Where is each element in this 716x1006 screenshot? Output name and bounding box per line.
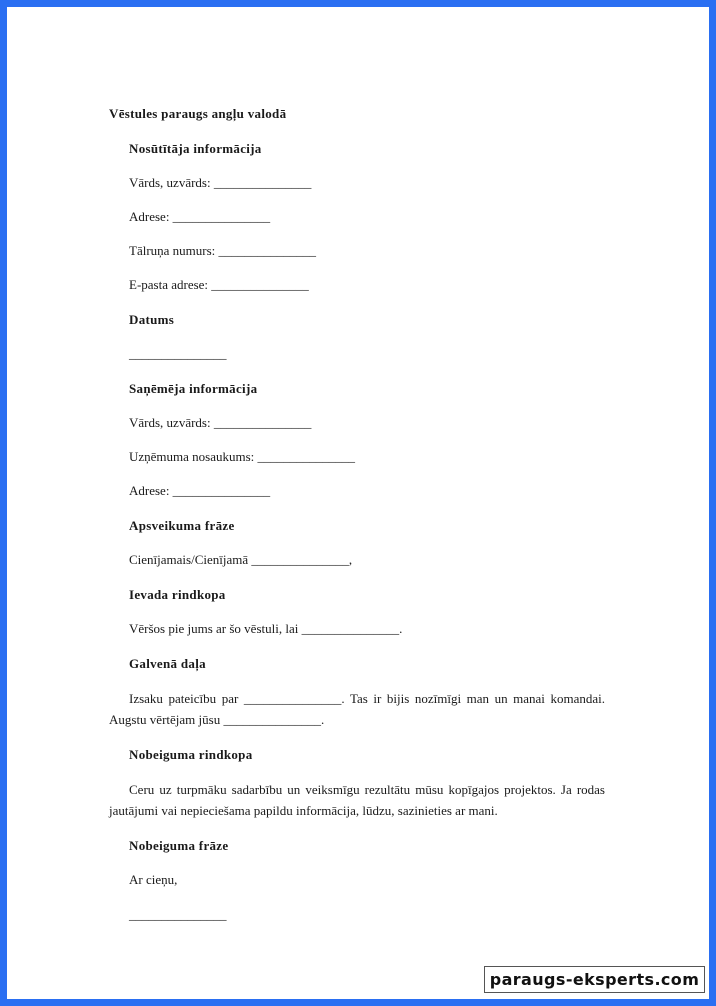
greeting-heading: Apsveikuma frāze (129, 518, 235, 533)
sender-heading: Nosūtītāja informācija (129, 141, 262, 156)
document-title: Vēstules paraugs angļu valodā (109, 106, 287, 121)
sender-phone-field: Tālruņa numurs: _______________ (129, 243, 317, 258)
sender-address-field: Adrese: _______________ (129, 209, 271, 224)
sender-name-field: Vārds, uzvārds: _______________ (129, 175, 312, 190)
recipient-address-field: Adrese: _______________ (129, 483, 271, 498)
closing-phrase-text: Ar cieņu, (129, 872, 178, 887)
body-heading: Galvenā daļa (129, 656, 206, 671)
signature-blank: _______________ (129, 907, 227, 922)
watermark-badge: paraugs-eksperts.com (484, 966, 705, 993)
date-heading: Datums (129, 312, 175, 327)
recipient-heading: Saņēmēja informācija (129, 381, 258, 396)
closing-phrase-heading: Nobeiguma frāze (129, 838, 229, 853)
intro-text: Vēršos pie jums ar šo vēstuli, lai _______________. (129, 621, 403, 636)
recipient-company-field: Uzņēmuma nosaukums: _______________ (129, 449, 356, 464)
body-paragraph: Izsaku pateicību par _______________. Tas ir bijis nozīmīgi man un manai komandai. Augstu vērtējam jūsu _______________. (109, 691, 605, 727)
recipient-name-field: Vārds, uzvārds: _______________ (129, 415, 312, 430)
sender-email-field: E-pasta adrese: _______________ (129, 277, 309, 292)
closing-paragraph-text: Ceru uz turpmāku sadarbību un veiksmīgu rezultātu mūsu kopīgajos projektos. Ja rodas jautājumi vai nepieciešama papildu informācija, lūdzu, sazinieties ar mani. (109, 782, 605, 818)
greeting-text: Cienījamais/Cienījamā _______________, (129, 552, 353, 567)
date-blank: _______________ (129, 346, 227, 361)
intro-heading: Ievada rindkopa (129, 587, 226, 602)
closing-paragraph-heading: Nobeiguma rindkopa (129, 747, 253, 762)
